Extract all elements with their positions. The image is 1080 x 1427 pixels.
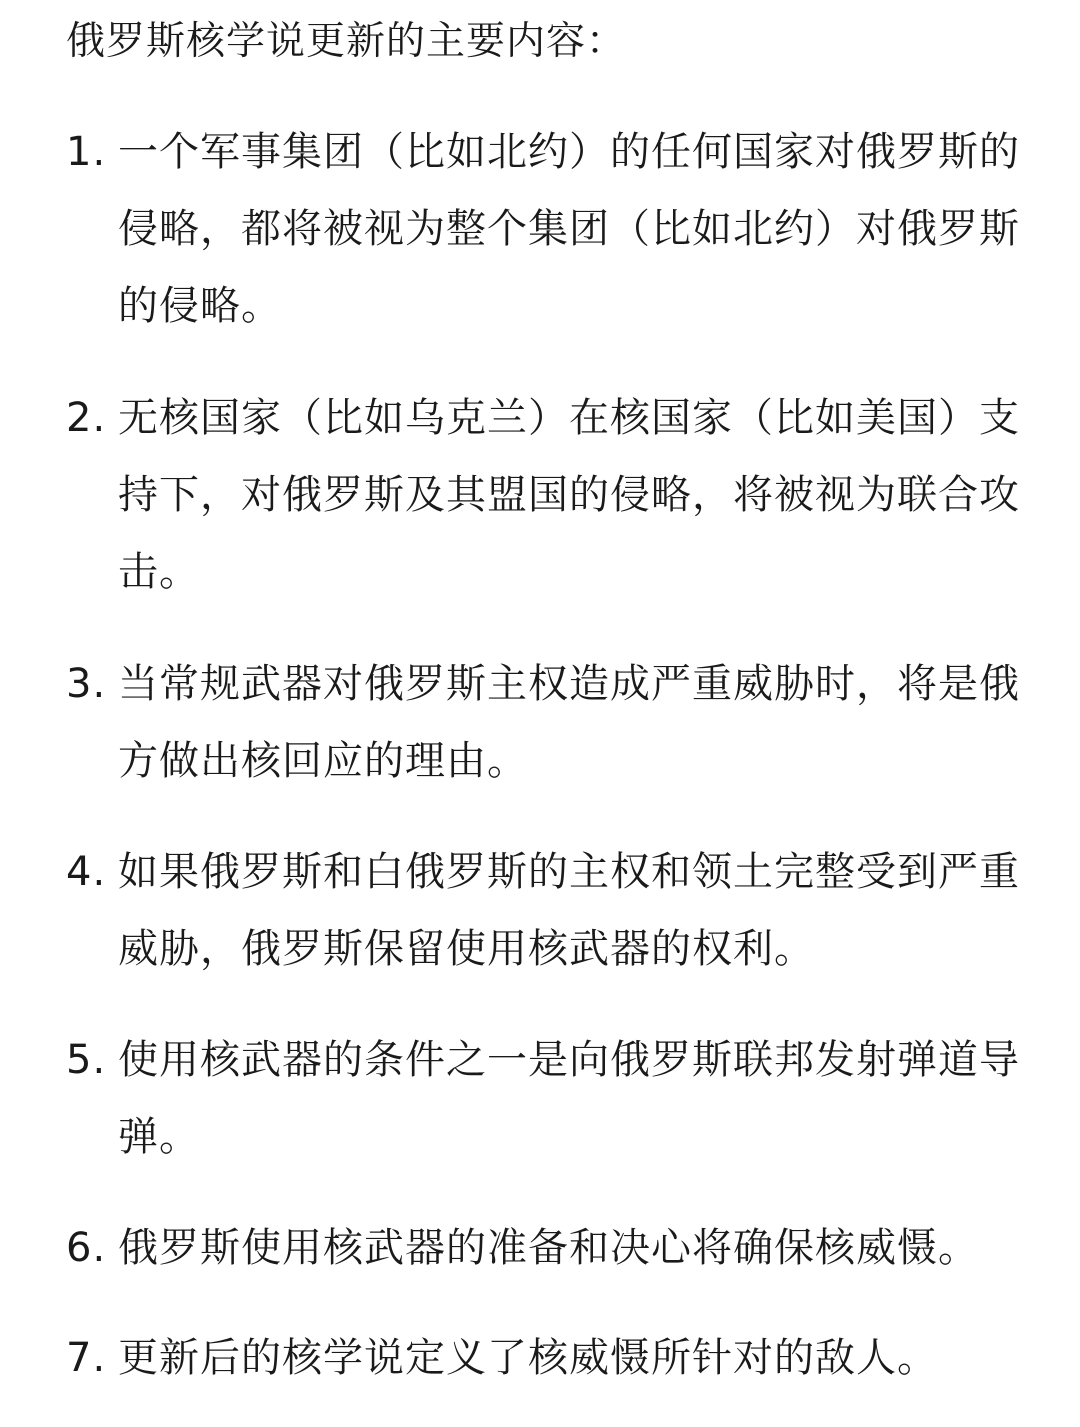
list-item (66, 834, 1026, 988)
list-item-number: 3. (66, 661, 107, 707)
list-item-number: 4. (66, 849, 107, 895)
list-item-text: 无核国家（比如乌克兰）在核国家（比如美国）支持下，对俄罗斯及其盟国的侵略，将被视为联合攻击。 (118, 395, 1020, 595)
list-item-number: 1. (66, 129, 107, 175)
list-item (66, 646, 1026, 800)
list-item (66, 1022, 1026, 1176)
list-item-text: 使用核武器的条件之一是向俄罗斯联邦发射弹道导弹。 (118, 1037, 1020, 1160)
list-item (66, 1320, 1026, 1397)
list-item-text: 更新后的核学说定义了核威慑所针对的敌人。 (118, 1335, 938, 1381)
list-item (66, 1210, 1026, 1287)
list-item (66, 114, 1026, 345)
list-item-text: 如果俄罗斯和白俄罗斯的主权和领土完整受到严重威胁，俄罗斯保留使用核武器的权利。 (118, 849, 1020, 972)
list-item-number: 5. (66, 1037, 107, 1083)
document-heading: 俄罗斯核学说更新的主要内容： (66, 19, 627, 64)
list-item-text: 当常规武器对俄罗斯主权造成严重威胁时，将是俄方做出核回应的理由。 (118, 661, 1020, 784)
list-item-text: 一个军事集团（比如北约）的任何国家对俄罗斯的侵略，都将被视为整个集团（比如北约）对俄罗斯的侵略。 (118, 129, 1020, 329)
list-item-number: 2. (66, 395, 107, 441)
list-item-number: 7. (66, 1335, 107, 1381)
list-item-text: 俄罗斯使用核武器的准备和决心将确保核威慑。 (118, 1225, 979, 1271)
list-item-number: 6. (66, 1225, 107, 1271)
list-item (66, 380, 1026, 611)
